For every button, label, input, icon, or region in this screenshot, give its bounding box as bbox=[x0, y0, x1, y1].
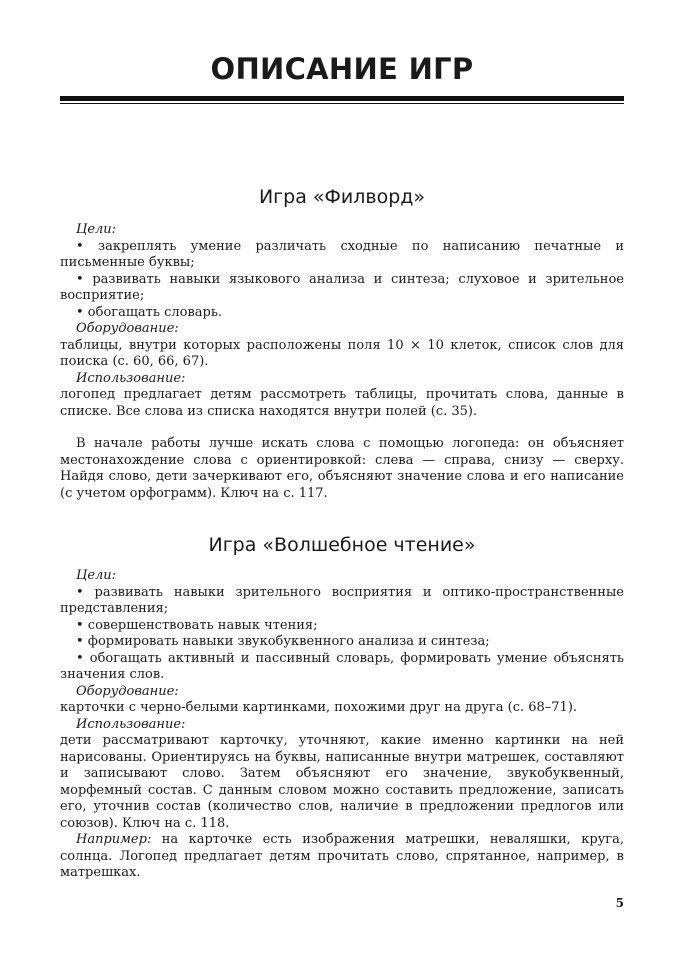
game1-usage-text: логопед предлагает детям рассмотреть таблицы, прочитать слова, данные в списке. Все слова из списка находятся внутри полей (с. 35). bbox=[60, 387, 624, 419]
game1-goal-1: • закреплять умение различать сходные по написанию печатные и письменные буквы; bbox=[60, 238, 624, 270]
game1-goal-3: • обогащать словарь. bbox=[76, 304, 223, 320]
game1-goal-2: • развивать навыки языкового анализа и синтеза; слуховое и зрительное восприятие; bbox=[60, 271, 624, 303]
game1-usage-label: Использование: bbox=[76, 370, 186, 386]
game2-goal-2: • совершенствовать навык чтения; bbox=[76, 617, 318, 633]
game2-equipment-label: Оборудование: bbox=[76, 683, 179, 699]
title-rule-thin bbox=[60, 103, 624, 104]
game2-usage-text: дети рассматривают карточку, уточняют, какие именно картинки на ней нарисованы. Ориентируясь на буквы, написанные внутри матрешек, составляют и записывают слово. Затем объясняют его значение, звукобуквенный, морфемный состав. С данным словом можно составить предложение, записать его, уточнив состав (количество слов, наличие в предложении предлогов или союзов). Ключ на с. 118. bbox=[60, 733, 624, 831]
game1-extra-paragraph: В начале работы лучше искать слова с помощью логопеда: он объясняет местонахождение слова с ориентировкой: слева — справа, снизу — сверху. Найдя слово, дети зачеркивают его, объясняют значение слова и его написание (с учетом орфограмм). Ключ на с. 117. bbox=[60, 436, 624, 501]
game1-equipment-label: Оборудование: bbox=[76, 321, 179, 336]
game2-goal-1: • развивать навыки зрительного восприятия и оптико-пространственные представления; bbox=[60, 584, 624, 616]
game2-goal-3: • формировать навыки звукобуквенного анализа и синтеза; bbox=[76, 634, 490, 649]
game2-goals-label: Цели: bbox=[76, 568, 117, 583]
game2-title: Игра «Волшебное чтение» bbox=[208, 534, 476, 556]
page-title: ОПИСАНИЕ ИГР bbox=[210, 52, 474, 86]
page-number: 5 bbox=[615, 896, 624, 910]
game1-section bbox=[60, 186, 624, 502]
game1-goals-label: Цели: bbox=[76, 222, 117, 237]
game2-example-paragraph bbox=[60, 832, 624, 882]
game2-example-label: Например: bbox=[76, 832, 152, 847]
game1-equipment-text: таблицы, внутри которых расположены поля 10 × 10 клеток, список слов для поиска (с. 60, 66, 67). bbox=[60, 337, 624, 369]
title-rule-thick bbox=[60, 96, 624, 101]
page-content bbox=[60, 186, 624, 882]
game2-equipment-text: карточки с черно-белыми картинками, похожими друг на друга (с. 68–71). bbox=[60, 700, 578, 715]
game2-usage-label: Использование: bbox=[76, 716, 186, 732]
game2-section bbox=[60, 534, 624, 882]
paragraph-gap bbox=[60, 420, 624, 436]
game2-goal-4: • обогащать активный и пассивный словарь, формировать умение объяснять значения слов. bbox=[60, 650, 624, 682]
game1-title: Игра «Филворд» bbox=[258, 186, 426, 208]
game2-example-text: на карточке есть изображения матрешки, неваляшки, круга, солнца. Логопед предлагает детям прочитать слово, спрятанное, например, в матрешках. bbox=[60, 832, 624, 880]
